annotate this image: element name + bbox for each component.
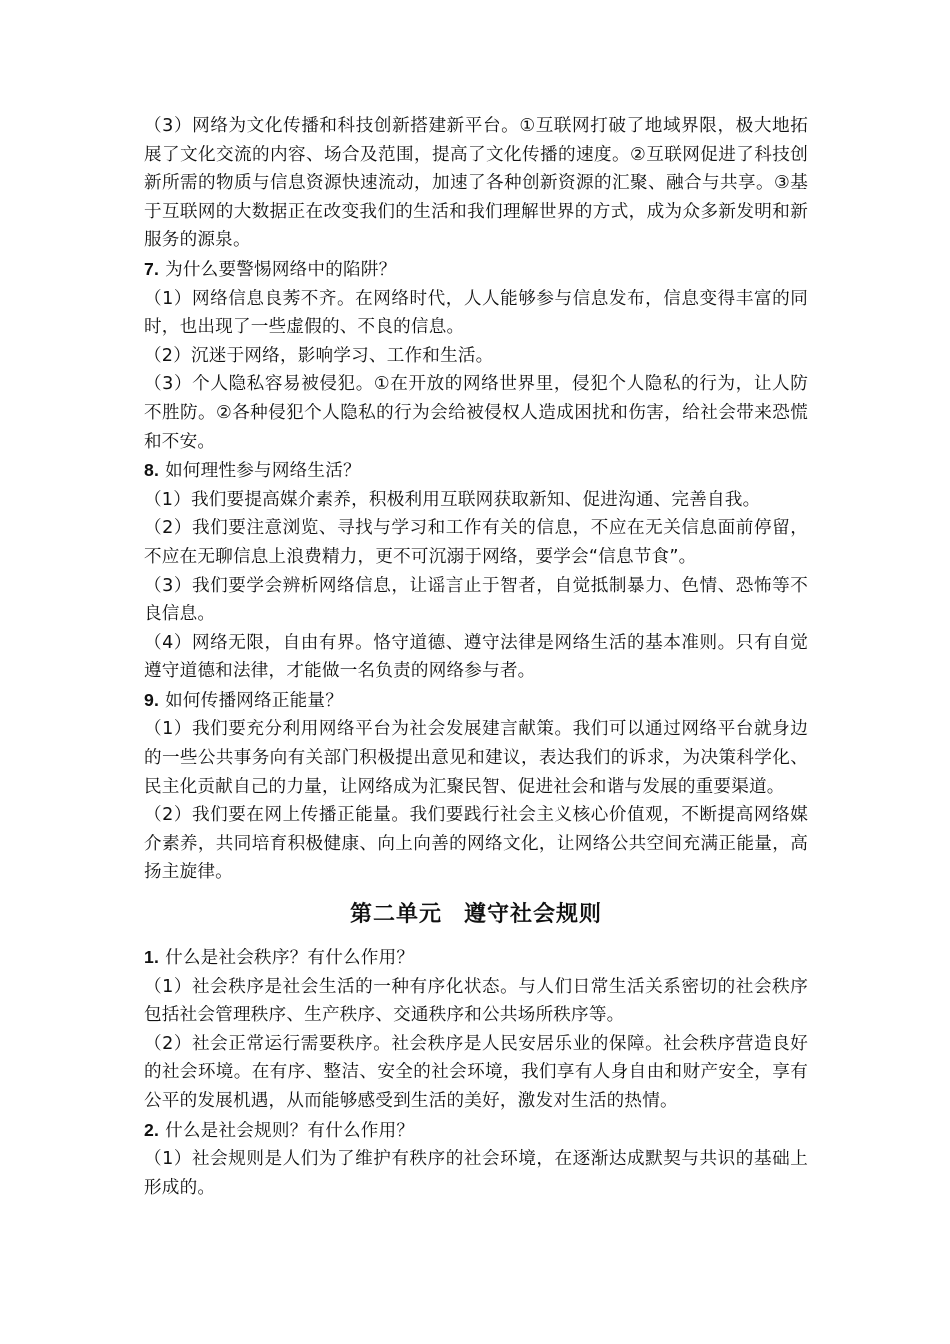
question-heading — [144, 686, 808, 716]
question-number: 8. — [144, 460, 160, 481]
paragraph: （3）我们要学会辨析网络信息，让谣言止于智者，自觉抵制暴力、色情、恐怖等不良信息。 — [144, 575, 808, 625]
paragraph: （3）网络为文化传播和科技创新搭建新平台。①互联网打破了地域界限，极大地拓展了文化交流的内容、场合及范围，提高了文化传播的速度。②互联网促进了科技创新所需的物质与信息资源快速流动，加速了各种创新资源的汇聚、融合与共享。③基于互联网的大数据正在改变我们的生活和我们理解世界的方式，成为众多新发明和新服务的源泉。 — [144, 116, 808, 251]
paragraph: （1）网络信息良莠不齐。在网络时代，人人能够参与信息发布，信息变得丰富的同时，也出现了一些虚假的、不良的信息。 — [144, 288, 808, 338]
question-heading — [144, 255, 808, 285]
question-text: 什么是社会规则？有什么作用？ — [165, 1120, 415, 1141]
paragraph: （1）我们要提高媒介素养，积极利用互联网获取新知、促进沟通、完善自我。 — [144, 489, 761, 510]
paragraph: （1）社会规则是人们为了维护有秩序的社会环境，在逐渐达成默契与共识的基础上形成的。 — [144, 1149, 808, 1198]
question-heading — [144, 456, 808, 486]
question-number: 7. — [144, 258, 160, 279]
question-text: 如何传播网络正能量？ — [165, 690, 344, 711]
document-page — [144, 112, 808, 1202]
question-heading — [144, 1116, 808, 1146]
paragraph: （2）我们要在网上传播正能量。我们要践行社会主义核心价值观，不断提高网络媒介素养，共同培育积极健康、向上向善的网络文化，让网络公共空间充满正能量，高扬主旋律。 — [144, 805, 808, 883]
question-heading — [144, 943, 808, 973]
question-text: 什么是社会秩序？有什么作用？ — [165, 948, 415, 969]
question-text: 为什么要警惕网络中的陷阱？ — [165, 259, 397, 280]
unit-title-number: 第二单元 — [349, 901, 442, 928]
question-number: 9. — [144, 689, 160, 710]
paragraph: （2）我们要注意浏览、寻找与学习和工作有关的信息，不应在无关信息面前停留，不应在无聊信息上浪费精力，更不可沉溺于网络，要学会“信息节食”。 — [144, 518, 808, 567]
paragraph: （2）社会正常运行需要秩序。社会秩序是人民安居乐业的保障。社会秩序营造良好的社会环境。在有序、整洁、安全的社会环境，我们享有人身自由和财产安全，享有公平的发展机遇，从而能够感受到生活的美好，激发对生活的热情。 — [144, 1033, 808, 1111]
paragraph: （4）网络无限，自由有界。恪守道德、遵守法律是网络生活的基本准则。只有自觉遵守道德和法律，才能做一名负责的网络参与者。 — [144, 632, 808, 682]
question-number: 1. — [144, 947, 160, 968]
paragraph: （3）个人隐私容易被侵犯。①在开放的网络世界里，侵犯个人隐私的行为，让人防不胜防。②各种侵犯个人隐私的行为会给被侵权人造成困扰和伤害，给社会带来恐慌和不安。 — [144, 374, 808, 452]
paragraph: （2）沉迷于网络，影响学习、工作和生活。 — [144, 345, 494, 366]
paragraph: （1）我们要充分利用网络平台为社会发展建言献策。我们可以通过网络平台就身边的一些公共事务向有关部门积极提出意见和建议，表达我们的诉求，为决策科学化、民主化贡献自己的力量，让网络成为汇聚民智、促进社会和谐与发展的重要渠道。 — [144, 719, 808, 797]
question-number: 2. — [144, 1119, 160, 1140]
question-text: 如何理性参与网络生活？ — [165, 461, 361, 482]
unit-title — [144, 897, 808, 931]
unit-title-text: 遵守社会规则 — [464, 901, 603, 928]
paragraph: （1）社会秩序是社会生活的一种有序化状态。与人们日常生活关系密切的社会秩序包括社会管理秩序、生产秩序、交通秩序和公共场所秩序等。 — [144, 976, 808, 1026]
